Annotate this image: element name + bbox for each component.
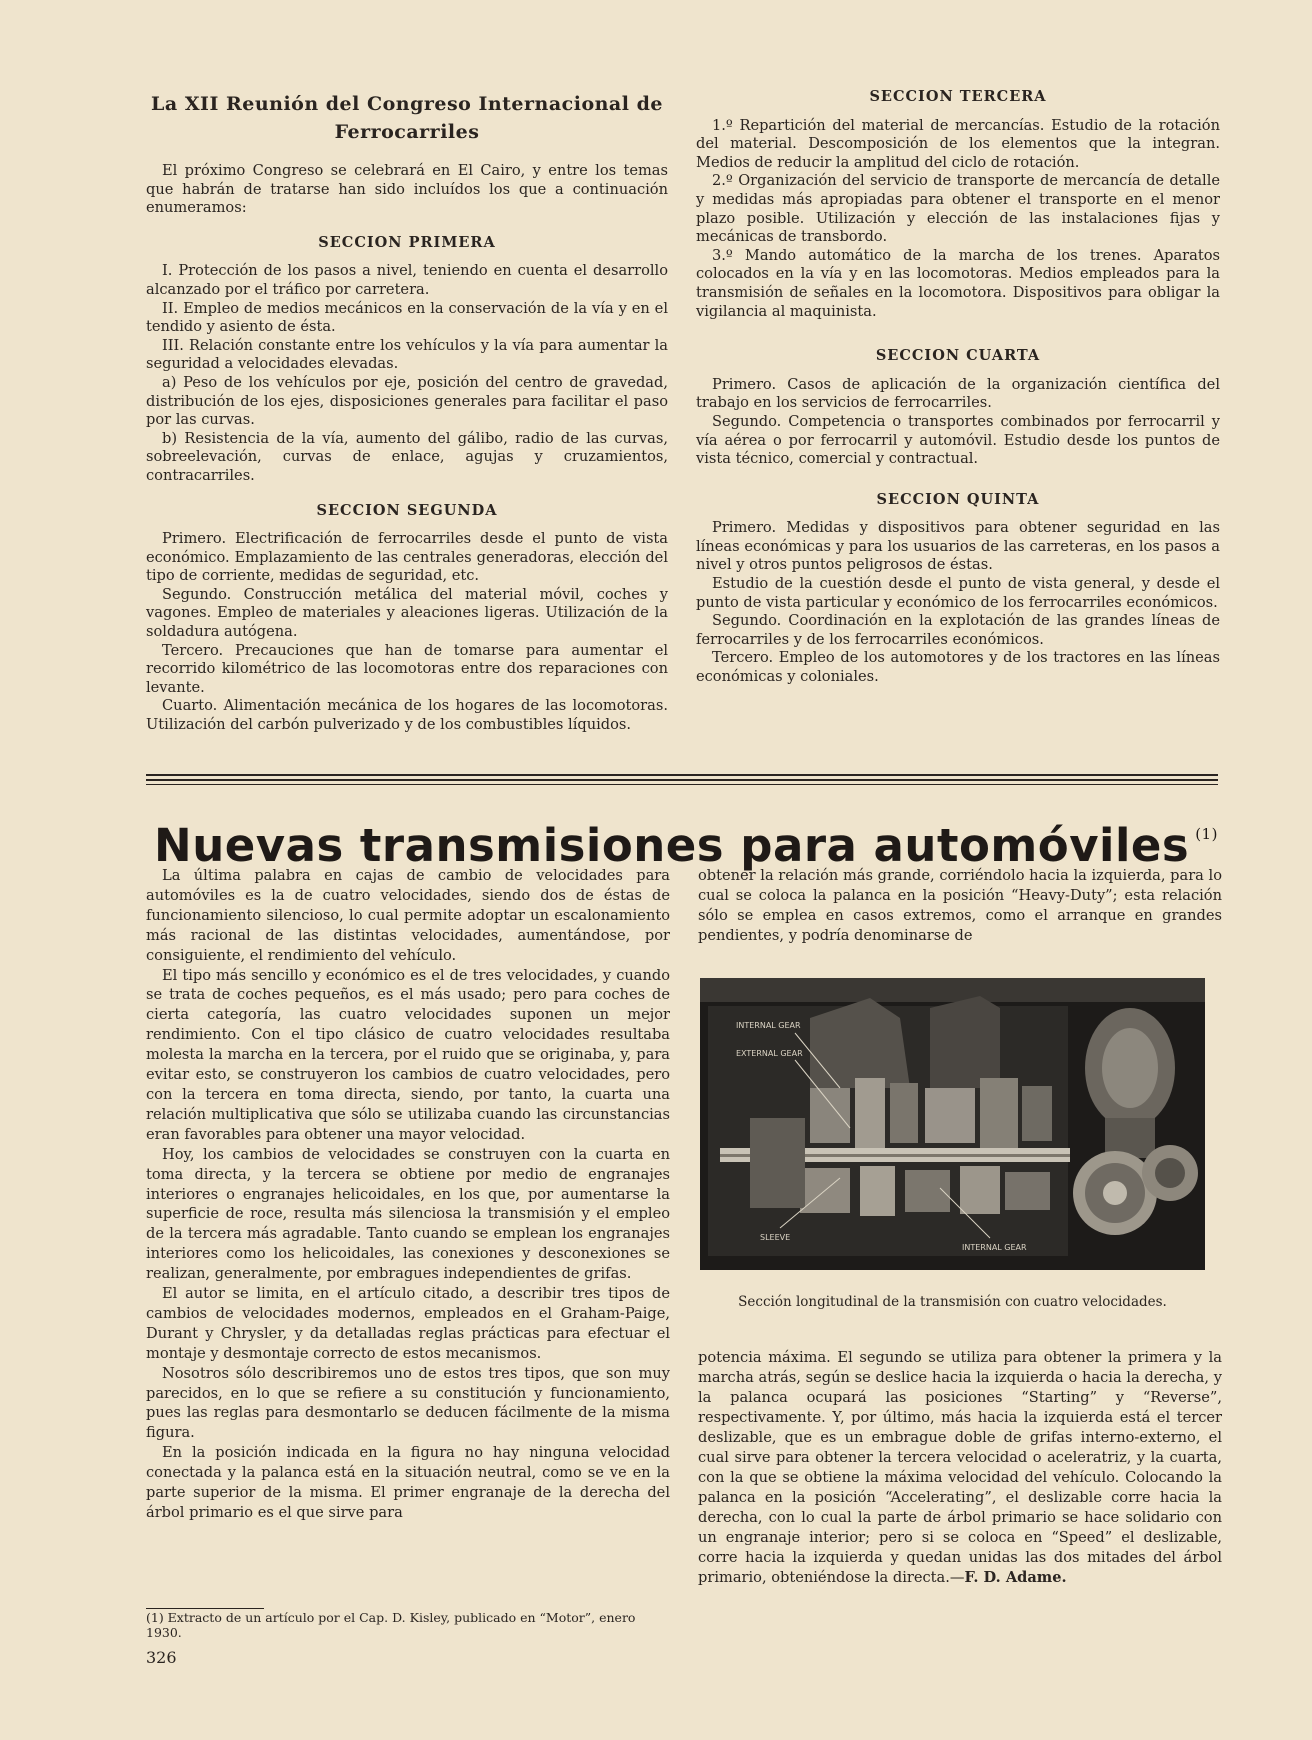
- sec2-item: Primero. Electrificación de ferrocarriles desde el punto de vista económico. Emplazamiento de las centrales generadoras, elección del tipo de corriente, medidas de seguridad, etc.: [146, 530, 668, 585]
- article2-right-column-top: [698, 866, 1222, 946]
- sec1-item: b) Resistencia de la vía, aumento del gálibo, radio de las curvas, sobreelevación, curvas de enlace, agujas y cruzamientos, contracarriles.: [146, 429, 668, 484]
- article1-right-column: [696, 86, 1220, 687]
- sec1-item: I. Protección de los pasos a nivel, teniendo en cuenta el desarrollo alcanzado por el tráfico por carretera.: [146, 262, 668, 298]
- sec5-item: Estudio de la cuestión desde el punto de vista general, y desde el punto de vista particular y económico de los ferrocarriles económicos.: [696, 575, 1220, 611]
- page-number: 326: [146, 1648, 177, 1667]
- sec3-item: 3.º Mando automático de la marcha de los trenes. Aparatos colocados en la vía y en las locomotoras. Medios empleados para la transmisión de señales en la locomotora. Dispositivos para obligar la vigilancia al maquinista.: [696, 246, 1220, 320]
- section-primera-title: SECCION PRIMERA: [318, 233, 496, 251]
- sec1-item: III. Relación constante entre los vehículos y la vía para aumentar la seguridad a velocidades elevadas.: [146, 336, 668, 373]
- article1-intro: El próximo Congreso se celebrará en El Cairo, y entre los temas que habrán de tratarse han sido incluídos los que a continuación enumeramos:: [146, 162, 668, 217]
- sec3-item: 1.º Repartición del material de mercancías. Estudio de la rotación del material. Descomposición de los elementos que la integran. Medios de reducir la amplitud del ciclo de rotación.: [696, 116, 1220, 171]
- figure-label: SLEEVE: [760, 1233, 791, 1242]
- paragraph: [698, 1348, 1222, 1588]
- author-signature: F. D. Adame.: [964, 1569, 1067, 1586]
- paragraph: En la posición indicada en la figura no hay ninguna velocidad conectada y la palanca está en la situación neutral, como se ve en la parte superior de la misma. El primer engranaje de la derecha del árbol primario es el que sirve para: [146, 1444, 670, 1521]
- sec2-item: Tercero. Precauciones que han de tomarse para aumentar el recorrido kilométrico de las locomotoras entre dos reparaciones con levante.: [146, 641, 668, 696]
- section-segunda-title: SECCION SEGUNDA: [316, 501, 498, 519]
- sec1-item: a) Peso de los vehículos por eje, posición del centro de gravedad, distribución de los ejes, disposiciones generales para facilitar el paso por las curvas.: [146, 373, 668, 429]
- figure-label: INTERNAL GEAR: [962, 1243, 1027, 1252]
- sec5-item: Segundo. Coordinación en la explotación de las grandes líneas de ferrocarriles y de los ferrocarriles económicos.: [696, 612, 1220, 648]
- paragraph: Hoy, los cambios de velocidades se construyen con la cuarta en toma directa, y la tercera se obtiene por medio de engranajes interiores o engranajes helicoidales, en los que, por aumentarse la superficie de roce, resulta más silenciosa la transmisión y el empleo de la tercera más agradable. Tanto cuando se emplean los engranajes interiores como los helicoidales, las conexiones y desconexiones se realizan, generalmente, por embragues independientes de grifas.: [146, 1145, 670, 1283]
- paragraph: La última palabra en cajas de cambio de velocidades para automóviles es la de cuatro velocidades, siendo dos de éstas de funcionamiento silencioso, lo cual permite adoptar un escalonamiento más racional de las distintas velocidades, aumentándose, por consiguiente, el rendimiento del vehículo.: [146, 867, 670, 964]
- transmission-photo: [700, 978, 1205, 1270]
- footnote-rule: [146, 1608, 264, 1609]
- sec5-item: Primero. Medidas y dispositivos para obtener seguridad en las líneas económicas y para los usuarios de las carreteras, en los pasos a nivel y otros puntos peligrosos de éstas.: [696, 519, 1220, 574]
- figure-label: EXTERNAL GEAR: [736, 1049, 803, 1058]
- section-divider: [146, 774, 1218, 785]
- sec4-item: Segundo. Competencia o transportes combinados por ferrocarril y vía aérea o por ferrocarril y automóvil. Estudio desde los puntos de vista técnico, comercial y contractual.: [696, 412, 1220, 468]
- section-cuarta-title: SECCION CUARTA: [875, 347, 1041, 365]
- section-quinta-title: SECCION QUINTA: [876, 490, 1040, 508]
- paragraph: El autor se limita, en el artículo citado, a describir tres tipos de cambios de velocidades modernos, empleados en el Graham-Paige, Durant y Chrysler, y da detalladas reglas prácticas para efectuar el montaje y desmontaje correcto de estos mecanismos.: [146, 1285, 670, 1362]
- transmission-illustration: [700, 978, 1205, 1270]
- article2-title: [146, 808, 1226, 872]
- sec1-item: II. Empleo de medios mecánicos en la conservación de la vía y en el tendido y asiento de ésta.: [146, 299, 668, 336]
- paragraph-text: potencia máxima. El segundo se utiliza para obtener la primera y la marcha atrás, según se deslice hacia la izquierda o hacia la derecha, y la palanca ocupará las posiciones “Starting” y “Reverse”, respectivamente. Y, por último, más hacia la izquierda está el tercer deslizable, que es un embrague doble de grifas interno-externo, el cual sirve para obtener la tercera velocidad o aceleratriz, y la cuarta, con la que se obtiene la máxima velocidad del vehículo. Colocando la palanca en la posición “Accelerating”, el deslizable corre hacia la derecha, con lo cual la parte de árbol primario se hace solidario con un engranaje interior; pero si se coloca en “Speed” el deslizable, corre hacia la izquierda y quedan unidas las dos mitades del árbol primario, obteniéndose la directa.—: [698, 1349, 1222, 1586]
- paragraph: El tipo más sencillo y económico es el de tres velocidades, y cuando se trata de coches pequeños, es el más usado; pero para coches de cierta categoría, las cuatro velocidades suponen un mejor rendimiento. Con el tipo clásico de cuatro velocidades resultaba molesta la marcha en la tercera, por el ruido que se originaba, y, para evitar esto, se construyeron los cambios de cuatro velocidades, pero con la tercera en toma directa, siendo, por tanto, la cuarta una relación multiplicativa que sólo se utilizaba cuando las circunstancias eran favorables para obtener una mayor velocidad.: [146, 966, 670, 1143]
- article2-right-column-bottom: [698, 1348, 1222, 1588]
- footnote: (1) Extracto de un artículo por el Cap. D. Kisley, publicado en “Motor”, enero 1930.: [146, 1610, 636, 1640]
- figure-caption: Sección longitudinal de la transmisión con cuatro velocidades.: [738, 1294, 1167, 1310]
- footnote-marker: (1): [1195, 825, 1218, 843]
- article2-title-text: Nuevas transmisiones para automóviles: [154, 819, 1190, 872]
- paragraph: obtener la relación más grande, corriéndolo hacia la izquierda, para lo cual se coloca la palanca en la posición “Heavy-Duty”; esta relación sólo se emplea en casos extremos, como el arranque en grandes pendientes, y podría denominarse de: [698, 867, 1222, 944]
- article1-left-column: [146, 90, 668, 735]
- article2-left-column: [146, 866, 670, 1523]
- sec4-item: Primero. Casos de aplicación de la organización científica del trabajo en los servicios de ferrocarriles.: [696, 375, 1220, 412]
- sec5-item: Tercero. Empleo de los automotores y de los tractores en las líneas económicas y coloniales.: [696, 649, 1220, 686]
- figure-label: INTERNAL GEAR: [736, 1021, 801, 1030]
- article1-title: La XII Reunión del Congreso Internacional de Ferrocarriles: [151, 93, 663, 143]
- sec3-item: 2.º Organización del servicio de transporte de mercancía de detalle y medidas más apropiadas para obtener el transporte en el menor plazo posible. Utilización y elección de las instalaciones fijas y mecánicas de transbordo.: [696, 172, 1220, 246]
- sec2-item: Segundo. Construcción metálica del material móvil, coches y vagones. Empleo de materiales y aleaciones ligeras. Utilización de la soldadura autógena.: [146, 585, 668, 641]
- paragraph: Nosotros sólo describiremos uno de estos tres tipos, que son muy parecidos, en lo que se refiere a su constitución y funcionamiento, pues las reglas para desmontarlo se deducen fácilmente de la misma figura.: [146, 1364, 670, 1442]
- section-tercera-title: SECCION TERCERA: [869, 88, 1047, 105]
- sec2-item: Cuarto. Alimentación mecánica de los hogares de las locomotoras. Utilización del carbón pulverizado y de los combustibles líquidos.: [146, 697, 668, 734]
